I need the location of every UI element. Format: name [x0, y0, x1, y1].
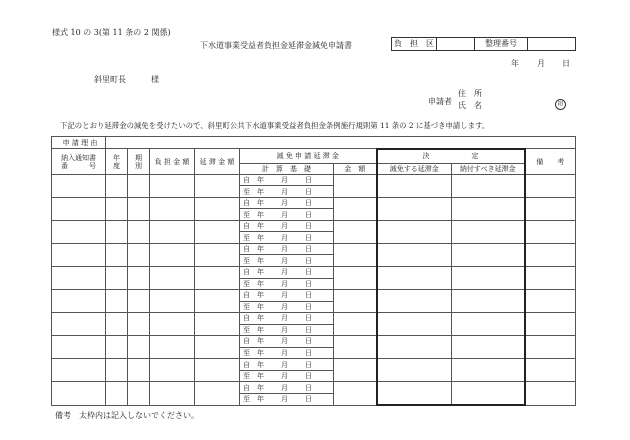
date-from: 自 年 月 日 [240, 382, 334, 394]
table-cell [195, 382, 240, 405]
date-to: 至 年 月 日 [240, 278, 334, 290]
table-row [52, 243, 106, 266]
date-from: 自 年 月 日 [240, 243, 334, 255]
date-to: 至 年 月 日 [240, 347, 334, 359]
table-cell [525, 382, 576, 405]
date-from: 自 年 月 日 [240, 220, 334, 232]
table-row [52, 267, 106, 290]
decision-group-header: 決 定 [377, 149, 525, 163]
date-month: 月 [537, 59, 545, 68]
table-row [52, 359, 106, 382]
seal-mark: 印 [555, 99, 566, 110]
table-cell [106, 336, 128, 359]
table-cell [377, 290, 452, 313]
table-cell [195, 290, 240, 313]
table-cell [106, 313, 128, 336]
table-cell [150, 220, 195, 243]
table-cell [128, 313, 150, 336]
table-cell [452, 290, 525, 313]
table-cell [525, 220, 576, 243]
table-row [52, 174, 106, 197]
table-cell [195, 267, 240, 290]
table-cell [128, 290, 150, 313]
table-cell [128, 220, 150, 243]
date-from: 自 年 月 日 [240, 174, 334, 186]
table-row [52, 382, 106, 405]
table-cell [525, 313, 576, 336]
reason-value [106, 137, 576, 149]
table-cell [150, 336, 195, 359]
applicant-address-label: 住 所 [458, 89, 482, 98]
date-to: 至 年 月 日 [240, 209, 334, 221]
table-cell [452, 243, 525, 266]
table-cell [106, 220, 128, 243]
table-cell [377, 220, 452, 243]
burden-area-value [437, 38, 475, 50]
term-header: 期 別 [128, 149, 150, 175]
table-cell [150, 359, 195, 382]
table-cell [128, 243, 150, 266]
table-cell [195, 243, 240, 266]
date-from: 自 年 月 日 [240, 290, 334, 302]
table-cell [195, 197, 240, 220]
fiscal-year-header: 年 度 [106, 149, 128, 175]
table-cell [150, 313, 195, 336]
application-table [51, 136, 576, 406]
table-cell [334, 336, 377, 359]
table-cell [106, 174, 128, 197]
date-from: 自 年 月 日 [240, 359, 334, 371]
table-cell [452, 313, 525, 336]
table-cell [377, 359, 452, 382]
table-cell [334, 174, 377, 197]
table-cell [334, 382, 377, 405]
table-cell [525, 336, 576, 359]
table-row [52, 197, 106, 220]
table-row [52, 336, 106, 359]
table-cell [150, 243, 195, 266]
table-row [52, 290, 106, 313]
reason-label: 申 請 理 由 [52, 137, 106, 149]
table-cell [452, 359, 525, 382]
table-cell [334, 197, 377, 220]
intro-text: 下記のとおり延滞金の減免を受けたいので、斜里町公共下水道事業受益者負担金条例施行規則第 11 条の 2 に基づき申請します。 [60, 121, 490, 130]
table-cell [334, 267, 377, 290]
table-cell [334, 359, 377, 382]
pay-header: 納付すべき延滞金 [452, 163, 525, 174]
reduce-header: 減免する延滞金 [377, 163, 452, 174]
table-cell [106, 290, 128, 313]
document-title: 下水道事業受益者負担金延滞金減免申請書 [200, 41, 352, 50]
table-cell [128, 267, 150, 290]
table-cell [525, 267, 576, 290]
table-cell [128, 382, 150, 405]
table-cell [525, 174, 576, 197]
table-cell [377, 313, 452, 336]
table-cell [106, 197, 128, 220]
date-to: 至 年 月 日 [240, 232, 334, 244]
applicant-name-label: 氏 名 [458, 101, 482, 110]
table-cell [150, 290, 195, 313]
table-cell [452, 220, 525, 243]
reference-number-value [528, 38, 575, 50]
date-year: 年 [511, 59, 519, 68]
burden-area-label: 負 担 区 [392, 38, 437, 50]
addressee-honorific: 様 [151, 75, 159, 84]
applicant-label: 申請者 [428, 97, 452, 106]
table-cell [377, 267, 452, 290]
footnote: 備考 太枠内は記入しないでください。 [55, 411, 199, 420]
table-cell [106, 243, 128, 266]
date-from: 自 年 月 日 [240, 267, 334, 279]
table-cell [452, 174, 525, 197]
table-cell [377, 243, 452, 266]
calc-basis-header: 計 算 基 礎 [240, 163, 334, 174]
header-reference-box [391, 37, 576, 51]
table-cell [195, 336, 240, 359]
table-row [52, 220, 106, 243]
table-cell [128, 174, 150, 197]
table-cell [525, 359, 576, 382]
arrears-amount-header: 延 滞 金 額 [195, 149, 240, 175]
remarks-header: 備 考 [525, 149, 576, 175]
table-cell [334, 220, 377, 243]
table-cell [106, 359, 128, 382]
table-cell [452, 382, 525, 405]
date-to: 至 年 月 日 [240, 370, 334, 382]
date-to: 至 年 月 日 [240, 186, 334, 198]
table-cell [195, 359, 240, 382]
table-cell [150, 267, 195, 290]
table-cell [452, 336, 525, 359]
table-cell [334, 313, 377, 336]
date-from: 自 年 月 日 [240, 197, 334, 209]
table-cell [195, 174, 240, 197]
amount-header: 金 額 [334, 163, 377, 174]
table-row [52, 313, 106, 336]
date-to: 至 年 月 日 [240, 393, 334, 405]
table-cell [377, 336, 452, 359]
date-from: 自 年 月 日 [240, 313, 334, 325]
table-cell [150, 197, 195, 220]
date-day: 日 [562, 59, 570, 68]
addressee-name: 斜里町長 [94, 75, 126, 84]
table-cell [334, 243, 377, 266]
table-cell [128, 336, 150, 359]
burden-amount-header: 負 担 金 額 [150, 149, 195, 175]
date-to: 至 年 月 日 [240, 324, 334, 336]
table-cell [106, 267, 128, 290]
reference-number-label: 整理番号 [475, 38, 528, 50]
table-cell [195, 220, 240, 243]
table-cell [150, 174, 195, 197]
table-cell [377, 174, 452, 197]
table-cell [452, 267, 525, 290]
date-from: 自 年 月 日 [240, 336, 334, 348]
apply-group-header: 減 免 申 請 延 滞 金 [240, 149, 377, 163]
table-cell [128, 197, 150, 220]
table-cell [334, 290, 377, 313]
table-cell [128, 359, 150, 382]
table-cell [452, 197, 525, 220]
table-cell [525, 197, 576, 220]
date-to: 至 年 月 日 [240, 301, 334, 313]
table-cell [525, 290, 576, 313]
table-cell [377, 382, 452, 405]
date-to: 至 年 月 日 [240, 255, 334, 267]
table-cell [150, 382, 195, 405]
notice-number-header: 納入通知書 番 号 [52, 149, 106, 175]
table-cell [377, 197, 452, 220]
table-cell [106, 382, 128, 405]
table-cell [525, 243, 576, 266]
table-cell [195, 313, 240, 336]
form-number: 様式 10 の 3(第 11 条の 2 関係) [52, 28, 171, 37]
